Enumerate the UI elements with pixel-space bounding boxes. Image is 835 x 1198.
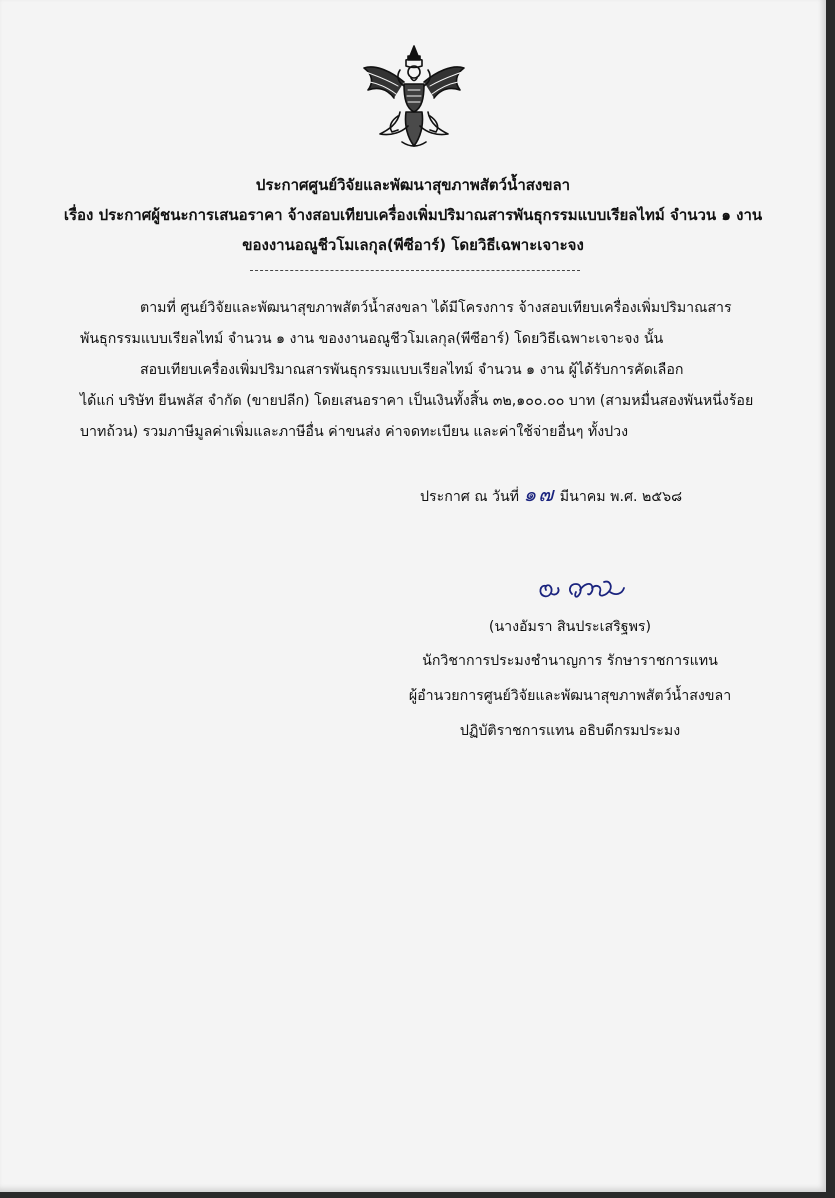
paragraph-2-line-2: ได้แก่ บริษัท ยีนพลัส จำกัด (ขายปลีก) โดยเสนอราคา เป็นเงินทั้งสิ้น ๓๒,๑๐๐.๐๐ บาท (สามหมื่นสองพันหนึ่งร้อย [80, 393, 754, 409]
paragraph-2-line-1: สอบเทียบเครื่องเพิ่มปริมาณสารพันธุกรรมแบบเรียลไทม์ จำนวน ๑ งาน ผู้ได้รับการคัดเลือก [140, 362, 684, 378]
date-day-handwritten: ๑๗ [523, 482, 556, 506]
announcement-subject: เรื่อง ประกาศผู้ชนะการเสนอราคา จ้างสอบเทียบเครื่องเพิ่มปริมาณสารพันธุกรรมแบบเรียลไทม์ จำนวน ๑ งาน [63, 206, 763, 224]
announcement-subject-continued: ของงานอณูชีวโมเลกุล(พีซีอาร์) โดยวิธีเฉพาะเจาะจง [242, 236, 584, 254]
announcement-title: ประกาศศูนย์วิจัยและพัฒนาสุขภาพสัตว์น้ำสงขลา [255, 176, 571, 194]
paragraph-1-line-1: ตามที่ ศูนย์วิจัยและพัฒนาสุขภาพสัตว์น้ำสงขลา ได้มีโครงการ จ้างสอบเทียบเครื่องเพิ่มปริมาณสาร [140, 300, 732, 316]
paragraph-2-line-3: บาทถ้วน) รวมภาษีมูลค่าเพิ่มและภาษีอื่น ค่าขนส่ง ค่าจดทะเบียน และค่าใช้จ่ายอื่นๆ ทั้งปวง [80, 424, 629, 440]
date-month-year: มีนาคม พ.ศ. ๒๕๖๘ [559, 489, 683, 505]
signatory-position-1: นักวิชาการประมงชำนาญการ รักษาราชการแทน [422, 653, 718, 669]
dashed-divider [250, 270, 580, 271]
signatory-name: (นางอัมรา สินประเสริฐพร) [488, 619, 652, 635]
date-prefix: ประกาศ ณ วันที่ [420, 489, 520, 505]
paragraph-1-line-2: พันธุกรรมแบบเรียลไทม์ จำนวน ๑ งาน ของงานอณูชีวโมเลกุล(พีซีอาร์) โดยวิธีเฉพาะเจาะจง นั้น [80, 331, 664, 347]
announcement-date [420, 484, 682, 507]
signatory-position-2: ผู้อำนวยการศูนย์วิจัยและพัฒนาสุขภาพสัตว์น้ำสงขลา [408, 688, 732, 704]
handwritten-signature [532, 570, 642, 606]
garuda-emblem-icon [358, 42, 470, 154]
signatory-position-3: ปฏิบัติราชการแทน อธิบดีกรมประมง [459, 723, 681, 739]
